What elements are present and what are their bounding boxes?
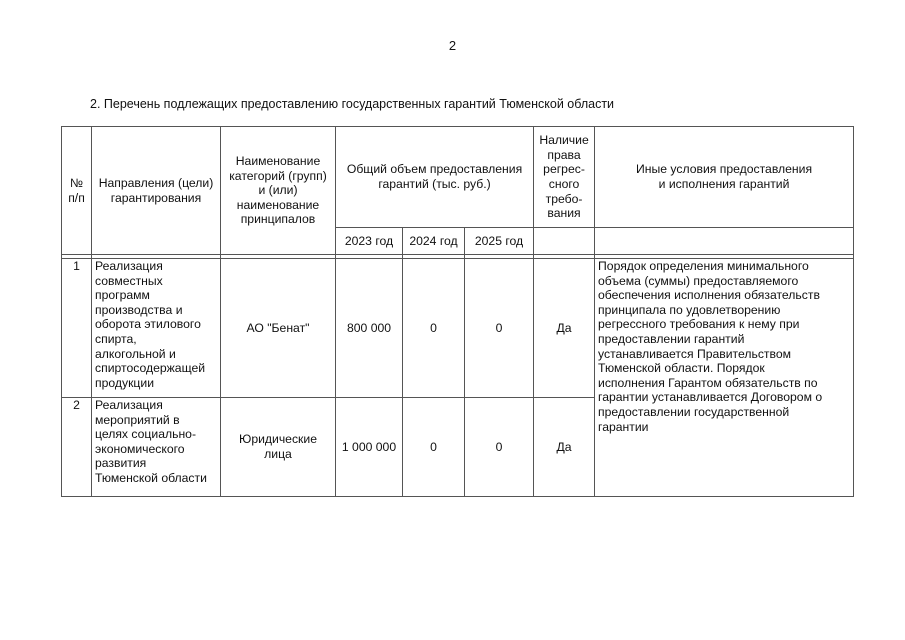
row-regress: Да (534, 259, 595, 398)
header-direction: Направления (цели) гарантирования (92, 127, 221, 255)
row-category: Юридические лица (221, 398, 336, 497)
row-value-2023: 800 000 (336, 259, 403, 398)
header-empty-cell (595, 228, 854, 255)
header-regress-right: Наличие права регрес- сного требо- вания (534, 127, 595, 228)
header-other-conditions: Иные условия предоставления и исполнения гарантий (595, 127, 854, 228)
row-value-2023: 1 000 000 (336, 398, 403, 497)
header-category: Наименование категорий (групп) и (или) наименование принципалов (221, 127, 336, 255)
header-empty-cell (534, 228, 595, 255)
header-year-2025: 2025 год (465, 228, 534, 255)
row-value-2024: 0 (403, 259, 465, 398)
row-value-2025: 0 (465, 259, 534, 398)
section-title: 2. Перечень подлежащих предоставлению государственных гарантий Тюменской области (90, 97, 615, 111)
guarantees-table (61, 126, 854, 497)
header-num: № п/п (62, 127, 92, 255)
header-year-2024: 2024 год (403, 228, 465, 255)
header-year-2023: 2023 год (336, 228, 403, 255)
header-total-volume: Общий объем предоставления гарантий (тыс. руб.) (336, 127, 534, 228)
row-category: АО "Бенат" (221, 259, 336, 398)
row-num: 2 (62, 398, 92, 497)
row-regress: Да (534, 398, 595, 497)
other-conditions-text: Порядок определения минимального объема (суммы) предоставляемого обеспечения исполнения обязательств принципала по удовлетворению регрессного требования к нему при предоставлении гарантий устанавливается Правительством Тюменской области. Порядок исполнения Гарантом обязательств по гарантии устанавливается Договором о предоставлении государственной гарантии (595, 259, 854, 497)
header-row (62, 127, 854, 228)
row-value-2025: 0 (465, 398, 534, 497)
row-direction: Реализация мероприятий в целях социально- экономического развития Тюменской области (92, 398, 221, 497)
page-number: 2 (448, 38, 457, 53)
row-num: 1 (62, 259, 92, 398)
row-value-2024: 0 (403, 398, 465, 497)
row-direction: Реализация совместных программ производства и оборота этилового спирта, алкогольной и спиртосодержащей продукции (92, 259, 221, 398)
table-row (62, 259, 854, 398)
